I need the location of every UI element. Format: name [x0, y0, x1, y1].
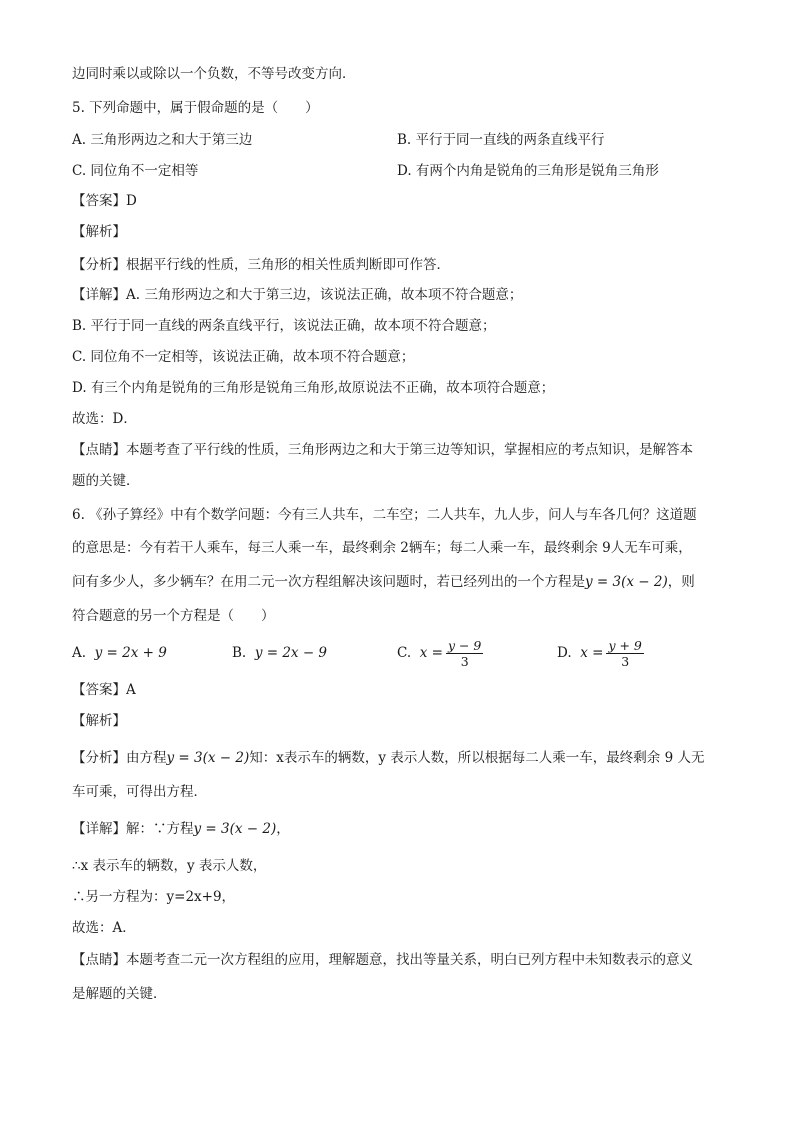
q5-comment-2: 题的关键．	[72, 473, 140, 489]
q6-detail-equation: y = 3(x − 2)	[193, 821, 277, 837]
q5-analysis: 【分析】根据平行线的性质，三角形的相关性质判断即可作答．	[72, 257, 450, 273]
q6-analysis-1-text: 【分析】由方程	[72, 750, 167, 766]
fraction-denominator: 3	[460, 654, 469, 669]
question-6-stem-2: 的意思是：今有若干人乘车，每三人乘一车，最终剩余 2辆车；每二人乘一车，最终剩余 9人无车可乘，	[72, 540, 692, 556]
q6-analysis-1	[72, 748, 704, 768]
q6-answer: 【答案】A	[72, 682, 136, 698]
fraction-numerator: y − 9	[447, 638, 482, 653]
q6-option-a-equation: y = 2x + 9	[94, 645, 167, 661]
fraction-denominator: 3	[621, 654, 630, 669]
q6-stem-3-text: 问有多少人，多少辆车？在用二元一次方程组解决该问题时，若已经列出的一个方程是	[72, 574, 585, 590]
question-6-stem-1: 6. 《孙子算经》中有个数学问题：今有三人共车，二车空；二人共车，九人步，问人与车各几何？这道题	[72, 507, 697, 523]
q5-analysis-heading: 【解析】	[72, 224, 126, 240]
q5-option-c: C. 同位角不一定相等	[72, 163, 199, 179]
q5-option-d: D. 有两个内角是锐角的三角形是锐角三角形	[397, 163, 659, 179]
q6-option-a	[72, 643, 167, 663]
question-5-stem: 5. 下列命题中，属于假命题的是（ ）	[72, 100, 319, 116]
q6-option-c-label: C.	[397, 645, 412, 661]
q6-analysis-equation: y = 3(x − 2)	[166, 750, 250, 766]
question-6-stem-4: 符合题意的另一个方程是（ ）	[72, 608, 275, 624]
q6-detail-3: ∴另一方程为：y=2x+9，	[72, 889, 236, 905]
q5-answer: 【答案】D	[72, 193, 137, 209]
fraction-numerator: y + 9	[608, 638, 642, 653]
question-6-stem-3	[72, 572, 695, 592]
q6-detail-1	[72, 819, 290, 839]
q6-comment-1: 【点睛】本题考查二元一次方程组的应用，理解题意，找出等量关系，明白已列方程中未知数表示的意义	[72, 952, 693, 968]
q5-detail-4: D. 有三个内角是锐角的三角形是锐角三角形,故原说法不正确，故本项符合题意；	[72, 380, 555, 396]
q6-option-c-lhs: x =	[419, 645, 443, 661]
q6-stem-equation: y = 3(x − 2)	[585, 574, 668, 590]
q6-option-b-equation: y = 2x − 9	[254, 645, 328, 661]
text-line: 边同时乘以或除以一个负数，不等号改变方向．	[72, 66, 356, 82]
q5-detail-1: 【详解】A. 三角形两边之和大于第三边，该说法正确，故本项不符合题意；	[72, 287, 523, 303]
q5-detail-2: B. 平行于同一直线的两条直线平行，该说法正确，故本项不符合题意；	[72, 318, 496, 334]
q6-analysis-1-tail: 知：x表示车的辆数，y 表示人数，所以根据每二人乘一车，最终剩余 9 人无	[249, 750, 705, 766]
q5-choice: 故选：D．	[72, 411, 137, 427]
q6-option-c-fraction	[446, 638, 483, 669]
q5-option-a: A. 三角形两边之和大于第三边	[72, 132, 253, 148]
q6-option-d-lhs: x =	[580, 645, 604, 661]
q6-analysis-2: 车可乘，可得出方程．	[72, 784, 207, 800]
q6-option-a-label: A.	[72, 645, 87, 661]
q6-comment-2: 是解题的关键．	[72, 986, 167, 1002]
q6-stem-3-tail: ，则	[667, 574, 695, 590]
q6-option-b-label: B.	[232, 645, 247, 661]
q6-detail-1-text: 【详解】解：∵方程	[72, 821, 194, 837]
q6-choice: 故选：A．	[72, 920, 136, 936]
q6-detail-1-tail: ，	[276, 821, 290, 837]
q5-option-b: B. 平行于同一直线的两条直线平行	[397, 132, 605, 148]
q6-analysis-heading: 【解析】	[72, 713, 126, 729]
q6-option-c	[397, 635, 483, 671]
q6-detail-2: ∴x 表示车的辆数，y 表示人数，	[72, 858, 267, 874]
q6-option-d-fraction	[606, 638, 643, 669]
q5-detail-3: C. 同位角不一定相等，该说法正确，故本项不符合题意；	[72, 349, 415, 365]
q5-comment-1: 【点睛】本题考查了平行线的性质，三角形两边之和大于第三边等知识，掌握相应的考点知识，是解答本	[72, 442, 693, 458]
q6-option-d	[557, 635, 644, 671]
q6-option-b	[232, 643, 327, 663]
q6-option-d-label: D.	[557, 645, 572, 661]
